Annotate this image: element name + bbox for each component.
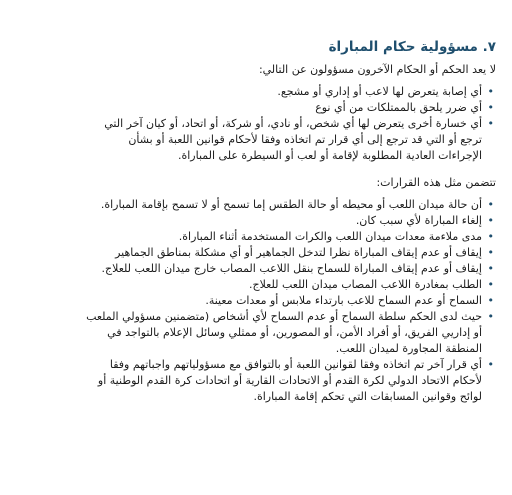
decisions-list-item [6, 197, 496, 213]
decisions-list [6, 197, 496, 405]
bullet-icon: • [487, 310, 494, 323]
bullet-icon: • [487, 230, 494, 243]
decisions-list-item-line: السماح أو عدم السماح للاعب بارتداء ملابس أو معدات معينة. [205, 294, 482, 307]
decisions-list-item-line: مدى ملاءمة معدات ميدان اللعب والكرات المستخدمة أثناء المباراة. [178, 230, 482, 243]
bullet-icon: • [487, 294, 494, 307]
decisions-list-item [6, 293, 496, 309]
decisions-list-item-line: لوائح وقوانين المسابقات التي تحكم إقامة المباراة. [253, 390, 482, 403]
liability-list-item [6, 116, 496, 164]
decisions-list-item-line: لأحكام الاتحاد الدولي لكرة القدم أو الاتحادات القارية أو اتحادات كرة القدم الوطنية أو [97, 374, 482, 387]
section-heading: ٧. مسؤولية حكام المباراة [328, 39, 496, 55]
decisions-list-item-line: أن حالة ميدان اللعب أو محيطه أو حالة الطقس إما تسمح أو لا تسمح بإقامة المباراة. [100, 198, 482, 211]
decisions-list-item [6, 229, 496, 245]
intro-paragraph: لا يعد الحكم أو الحكام الآخرون مسؤولون عن التالي: [258, 63, 496, 76]
liability-list-item [6, 84, 496, 100]
decisions-intro: تتضمن مثل هذه القرارات: [376, 176, 496, 189]
decisions-list-item [6, 213, 496, 229]
decisions-list-item-line: الطلب بمغادرة اللاعب المصاب ميدان اللعب للعلاج. [249, 278, 482, 291]
decisions-list-item-line: المنطقة المجاورة لميدان اللعب. [335, 342, 482, 355]
decisions-list-item [6, 261, 496, 277]
liability-list-item-line: أي ضرر يلحق بالممتلكات من أي نوع [315, 101, 482, 114]
decisions-list-item [6, 277, 496, 293]
bullet-icon: • [487, 262, 494, 275]
decisions-list-item [6, 309, 496, 357]
decisions-list-item-line: أي قرار آخر تم اتخاذه وفقا لقوانين اللعبة أو بالتوافق مع مسؤولياتهم واجباتهم وفقا [109, 358, 482, 371]
decisions-list-item-line: إيقاف أو عدم إيقاف المباراة للسماح بنقل اللاعب المصاب خارج ميدان اللعب للعلاج. [101, 262, 482, 275]
liability-list [6, 84, 496, 164]
liability-list-item [6, 100, 496, 116]
liability-list-item-line: ترجع أو التي قد ترجع إلى أي قرار تم اتخاذه وفقا لأحكام قوانين اللعبة أو بشأن [128, 133, 482, 146]
decisions-list-item-line: أو إداريي الفريق، أو أفراد الأمن، أو المصورين، أو ممثلي وسائل الإعلام بالتواجد في [107, 326, 482, 339]
bullet-icon: • [487, 85, 494, 98]
bullet-icon: • [487, 358, 494, 371]
decisions-list-item [6, 245, 496, 261]
decisions-list-item-line: إيقاف أو عدم إيقاف المباراة نظرا لتدخل الجماهير أو أي مشكلة بمناطق الجماهير [115, 246, 482, 259]
bullet-icon: • [487, 198, 494, 211]
decisions-list-item-line: إلغاء المباراة لأي سبب كان. [355, 214, 482, 227]
bullet-icon: • [487, 246, 494, 259]
decisions-list-item [6, 357, 496, 405]
bullet-icon: • [487, 278, 494, 291]
document-page [6, 38, 496, 405]
liability-list-item-line: الإجراءات العادية المطلوبة لإقامة أو لعب أو السيطرة على المباراة. [177, 149, 482, 162]
bullet-icon: • [487, 214, 494, 227]
bullet-icon: • [487, 101, 494, 114]
decisions-list-item-line: حيث لدى الحكم سلطة السماح أو عدم السماح لأي أشخاص (متضمنين مسؤولي الملعب [86, 310, 482, 323]
bullet-icon: • [487, 117, 494, 130]
liability-list-item-line: أي خسارة أخرى يتعرض لها أي شخص، أو نادي، أو شركة، أو اتحاد، أو كيان آخر التي [104, 117, 482, 130]
liability-list-item-line: أي إصابة يتعرض لها لاعب أو إداري أو مشجع. [277, 85, 482, 98]
